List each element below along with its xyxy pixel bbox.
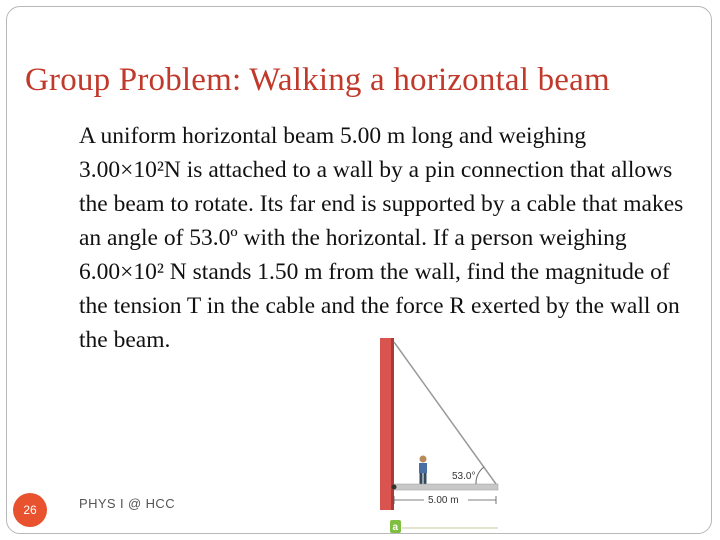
footer-text: PHYS I @ HCC (79, 496, 176, 511)
beam-figure (360, 336, 520, 540)
slide-number: 26 (23, 503, 37, 517)
person-icon (419, 456, 427, 485)
angle-arc (476, 467, 484, 484)
slide-title: Group Problem: Walking a horizontal beam (25, 62, 610, 98)
problem-text: A uniform horizontal beam 5.00 m long and weighing 3.00×10²N is attached to a wall by a pin connection that allows the beam to rotate. Its far end is supported by a cable that makes an angle of 53.0º with the horizontal. If a person weighing 6.00×10² N stands 1.50 m from the wall, find the magnitude of the tension T in the cable and the force R exerted by the wall on the beam. (79, 123, 684, 353)
panel-label: a (392, 522, 399, 533)
slide-number-badge (13, 493, 47, 527)
cable (394, 342, 496, 484)
beam (394, 484, 498, 490)
wall-shadow (391, 338, 394, 510)
length-label: 5.00 m (428, 495, 459, 506)
pin (392, 485, 397, 490)
problem-statement (79, 119, 689, 357)
angle-label: 53.0° (452, 471, 476, 482)
